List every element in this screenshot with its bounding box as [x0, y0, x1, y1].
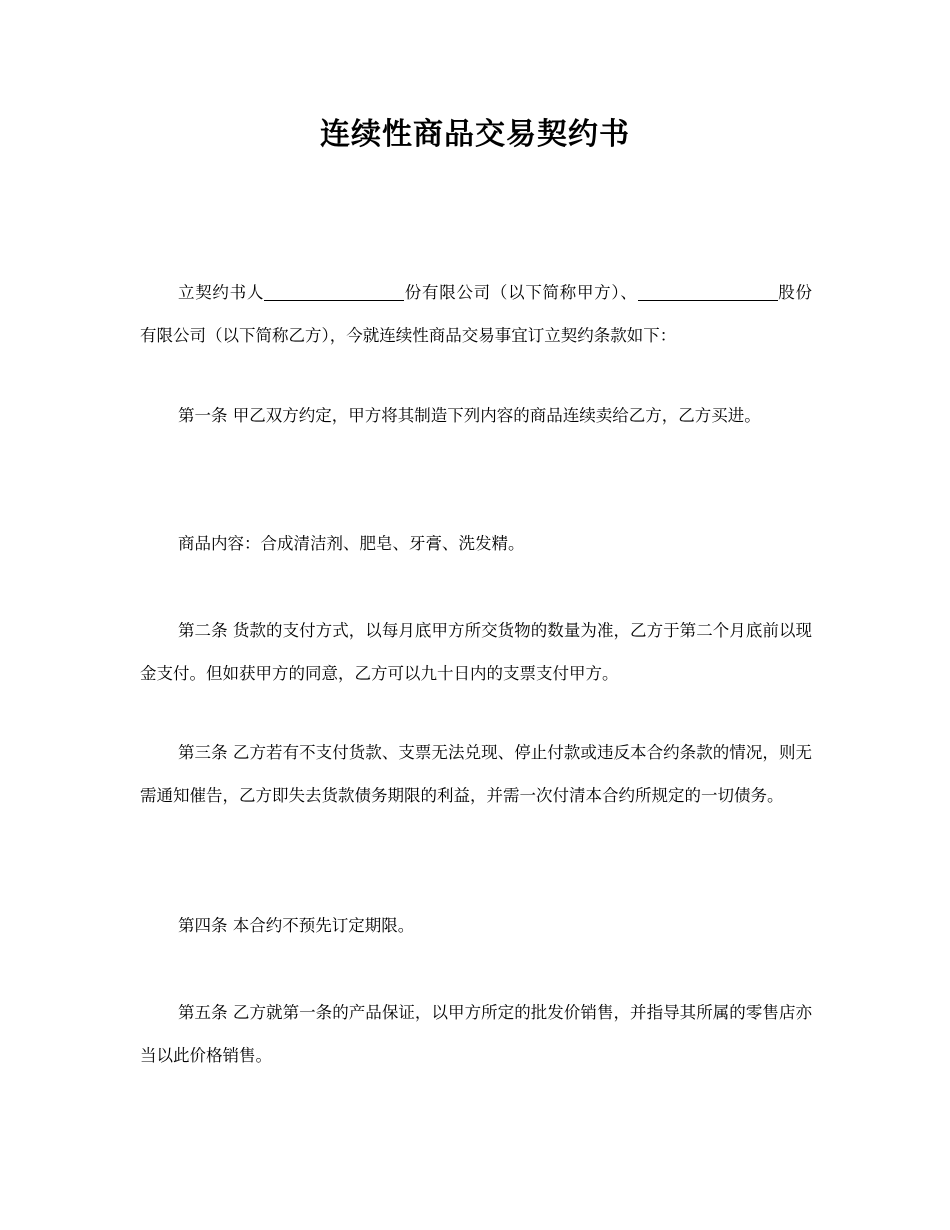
- article-2: 第二条 货款的支付方式，以每月底甲方所交货物的数量为准，乙方于第二个月底前以现金支付。但如获甲方的同意，乙方可以九十日内的支票支付甲方。: [140, 621, 812, 683]
- intro-part3: 股份有限公司（以下简称乙方），今就连续性商品交易事宜订立契约条款如下：: [140, 283, 813, 345]
- intro-part2: 份有限公司（以下简称甲方）、: [404, 283, 638, 302]
- party-a-blank: [264, 299, 404, 301]
- article-5: 第五条 乙方就第一条的产品保证，以甲方所定的批发价销售，并指导其所属的零售店亦当以此价格销售。: [140, 1003, 812, 1065]
- article-4: 第四条 本合约不预先订定期限。: [178, 916, 415, 935]
- product-content: 商品内容：合成清洁剂、肥皂、牙膏、洗发精。: [178, 534, 525, 553]
- article-1: 第一条 甲乙双方约定，甲方将其制造下列内容的商品连续卖给乙方，乙方买进。: [178, 406, 761, 425]
- document-title: 连续性商品交易契约书: [320, 117, 630, 152]
- intro-part1: 立契约书人: [178, 283, 265, 302]
- article-3: 第三条 乙方若有不支付货款、支票无法兑现、停止付款或违反本合约条款的情况，则无需通知催告，乙方即失去货款债务期限的利益，并需一次付清本合约所规定的一切债务。: [140, 743, 812, 805]
- intro-paragraph: [140, 271, 812, 357]
- party-b-blank: [638, 299, 778, 301]
